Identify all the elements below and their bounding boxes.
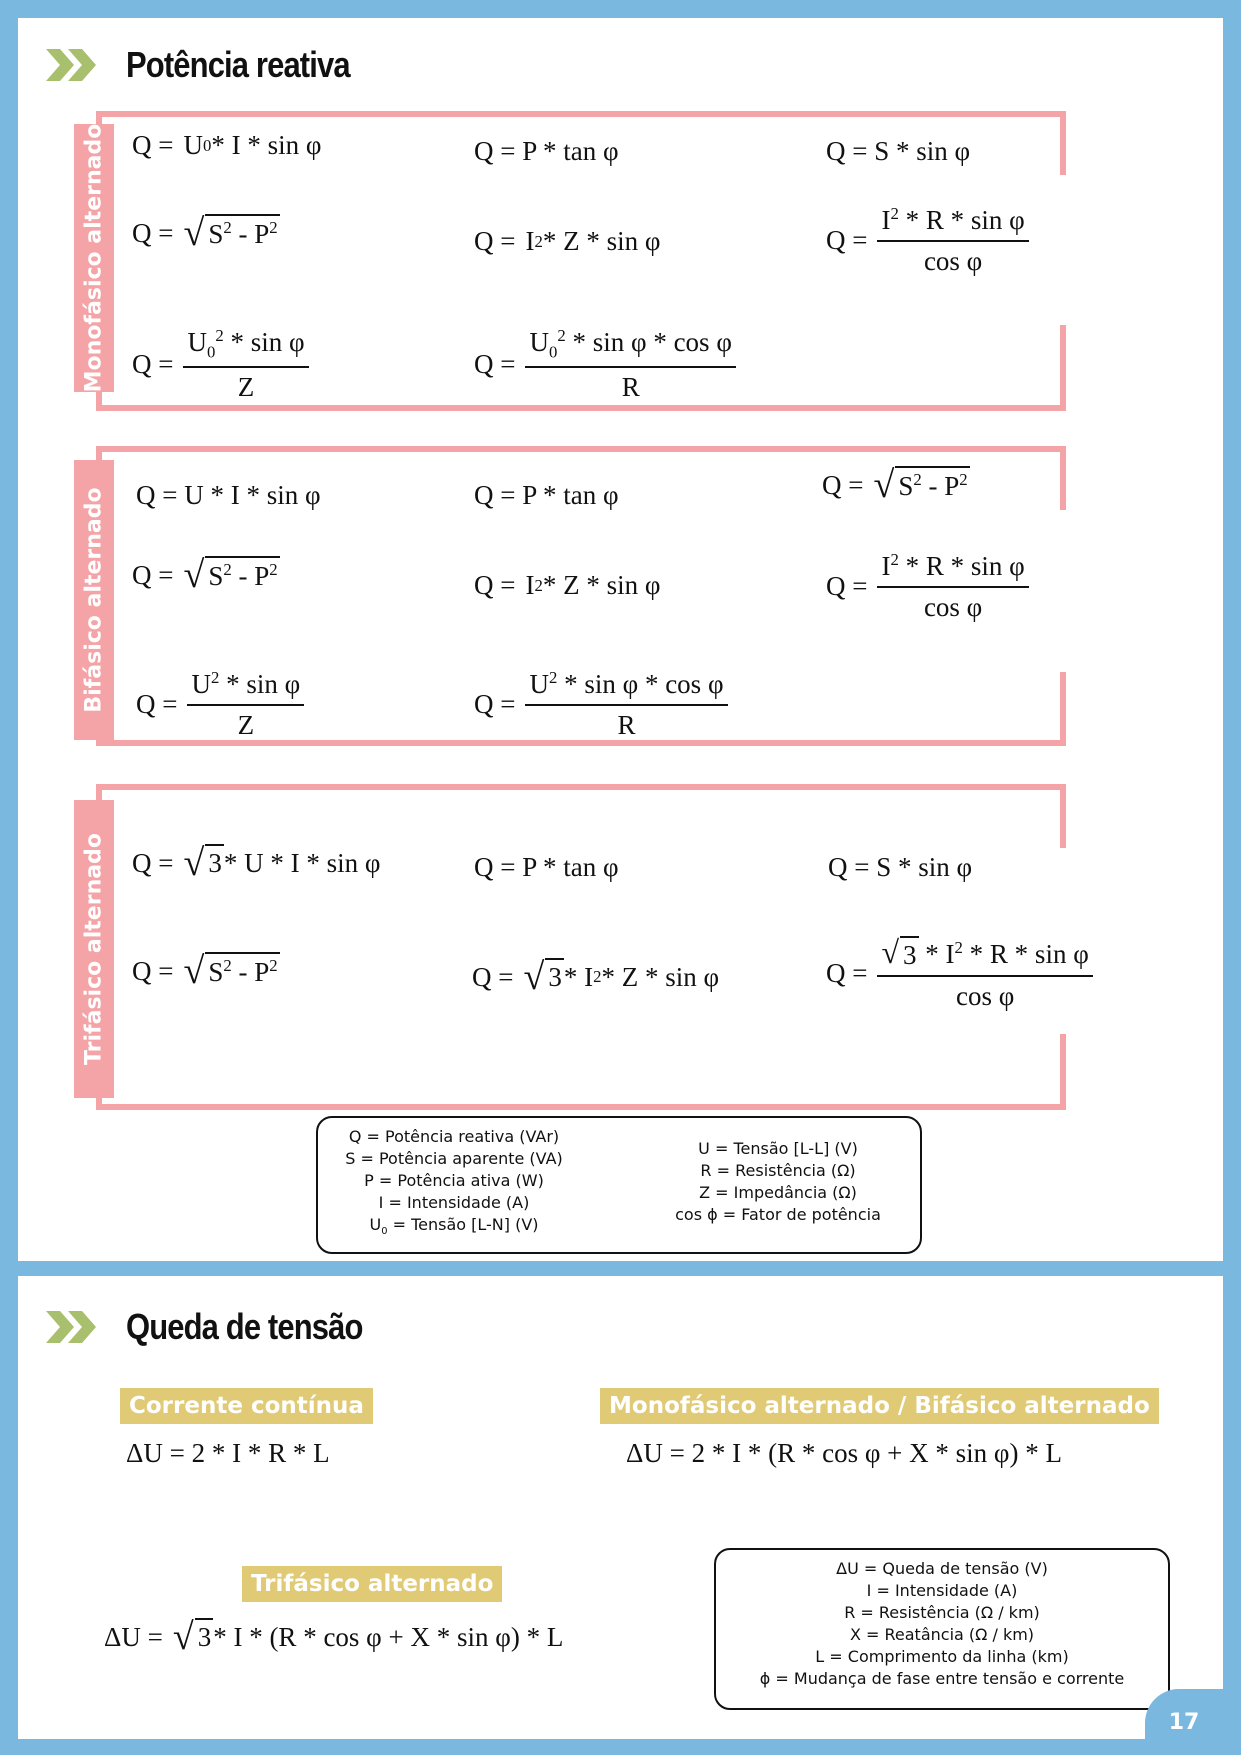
formula: Q = √ 3 * $I^2$ * R * sin φ cos φ xyxy=(826,936,1093,1012)
double-chevron-icon xyxy=(44,45,100,85)
formula: Q = √ $S^2 - P^2$ xyxy=(822,464,968,506)
dc-formula: ΔU = 2 * I * R * L xyxy=(126,1438,330,1468)
sqrt-symbol: √ xyxy=(183,212,205,254)
tri-tab xyxy=(74,800,114,1098)
formula: Q = $\frac{U^2 * \sin \varphi}{Z}$ xyxy=(136,668,304,741)
ac-tag: Monofásico alternado / Bifásico alternado xyxy=(600,1388,1159,1424)
formula: Q = I 2 * Z * sin φ xyxy=(474,226,661,256)
legend-right-column: U = Tensão [L-L] (V) R = Resistência (Ω) Z = Impedância (Ω) cos ϕ = Fator de potência xyxy=(675,1139,881,1225)
mono-tab xyxy=(74,124,114,392)
section-title: Potência reativa xyxy=(126,44,350,85)
formula: Q = P * tan φ xyxy=(474,136,619,166)
double-chevron-icon xyxy=(44,1307,100,1347)
drop-legend xyxy=(714,1548,1170,1710)
sqrt-symbol: √ xyxy=(183,842,205,884)
voltage-drop-panel xyxy=(18,1276,1223,1739)
reactive-legend xyxy=(316,1116,922,1254)
tri-tab-label: Trifásico alternado xyxy=(81,833,107,1065)
formula: Q = $\frac{U_0^2 * \sin \varphi}{Z}$ xyxy=(132,326,309,403)
sqrt-symbol: √ xyxy=(172,1616,194,1658)
sqrt-symbol: √ xyxy=(523,956,545,998)
tri-drop-formula: ΔU = √ 3 * I * (R * cos φ + X * sin φ) * L xyxy=(104,1616,564,1658)
page-number: 17 xyxy=(1145,1689,1223,1755)
formula: Q = $\frac{U_0^2 * \sin \varphi * \cos \varphi}{R}$ xyxy=(474,326,736,403)
formula: Q = S * sin φ xyxy=(828,852,973,882)
formula: Q = √ $S^2 - P^2$ xyxy=(132,212,278,254)
formula: Q = P * tan φ xyxy=(474,480,619,510)
legend-left-column: Q = Potência reativa (VAr) S = Potência aparente (VA) P = Potência ativa (W) I = Intensidade (A) $U_0$ = Tensão [L-N] (V) xyxy=(345,1127,563,1238)
sqrt-symbol: √ xyxy=(873,464,895,506)
bi-tab-label: Bifásico alternado xyxy=(81,487,107,713)
reactive-power-panel xyxy=(18,18,1223,1261)
sqrt-symbol: √ xyxy=(881,934,900,970)
voltage-drop-header xyxy=(44,1306,401,1348)
ac-formula: ΔU = 2 * I * (R * cos φ + X * sin φ) * L xyxy=(626,1438,1062,1468)
formula: Q = U 0 * I * sin φ xyxy=(132,130,322,160)
section-title: Queda de tensão xyxy=(126,1306,363,1347)
formula: Q = S * sin φ xyxy=(826,136,971,166)
formula: Q = $\frac{U^2 * \sin \varphi * \cos \varphi}{R}$ xyxy=(474,668,728,741)
formula: Q = $\frac{I^2 * R * \sin \varphi}{\text{cos φ}}$ xyxy=(826,550,1029,623)
sqrt-symbol: √ xyxy=(183,950,205,992)
formula: Q = I 2 * Z * sin φ xyxy=(474,570,661,600)
formula: Q = √ $S^2 - P^2$ xyxy=(132,950,278,992)
formula: Q = P * tan φ xyxy=(474,852,619,882)
formula: Q = √ 3 * U * I * sin φ xyxy=(132,842,381,884)
reactive-power-header xyxy=(44,44,386,86)
formula: Q = U * I * sin φ xyxy=(136,480,321,510)
bi-tab xyxy=(74,460,114,740)
tri-drop-tag: Trifásico alternado xyxy=(242,1566,502,1602)
formula: Q = $\frac{I^2 * R * \sin \varphi}{\text{cos φ}}$ xyxy=(826,204,1029,277)
formula: Q = √ 3 * I 2 * Z * sin φ xyxy=(472,956,720,998)
drop-legend-column: ΔU = Queda de tensão (V) I = Intensidade (A) R = Resistência (Ω / km) X = Reatância (Ω / km) L = Comprimento da linha (km) ϕ = Mudança de fase entre tensão e corrente xyxy=(759,1559,1125,1689)
sqrt-symbol: √ xyxy=(183,554,205,596)
mono-tab-label: Monofásico alternado xyxy=(81,123,107,393)
formula: Q = √ $S^2 - P^2$ xyxy=(132,554,278,596)
dc-tag: Corrente contínua xyxy=(120,1388,373,1424)
